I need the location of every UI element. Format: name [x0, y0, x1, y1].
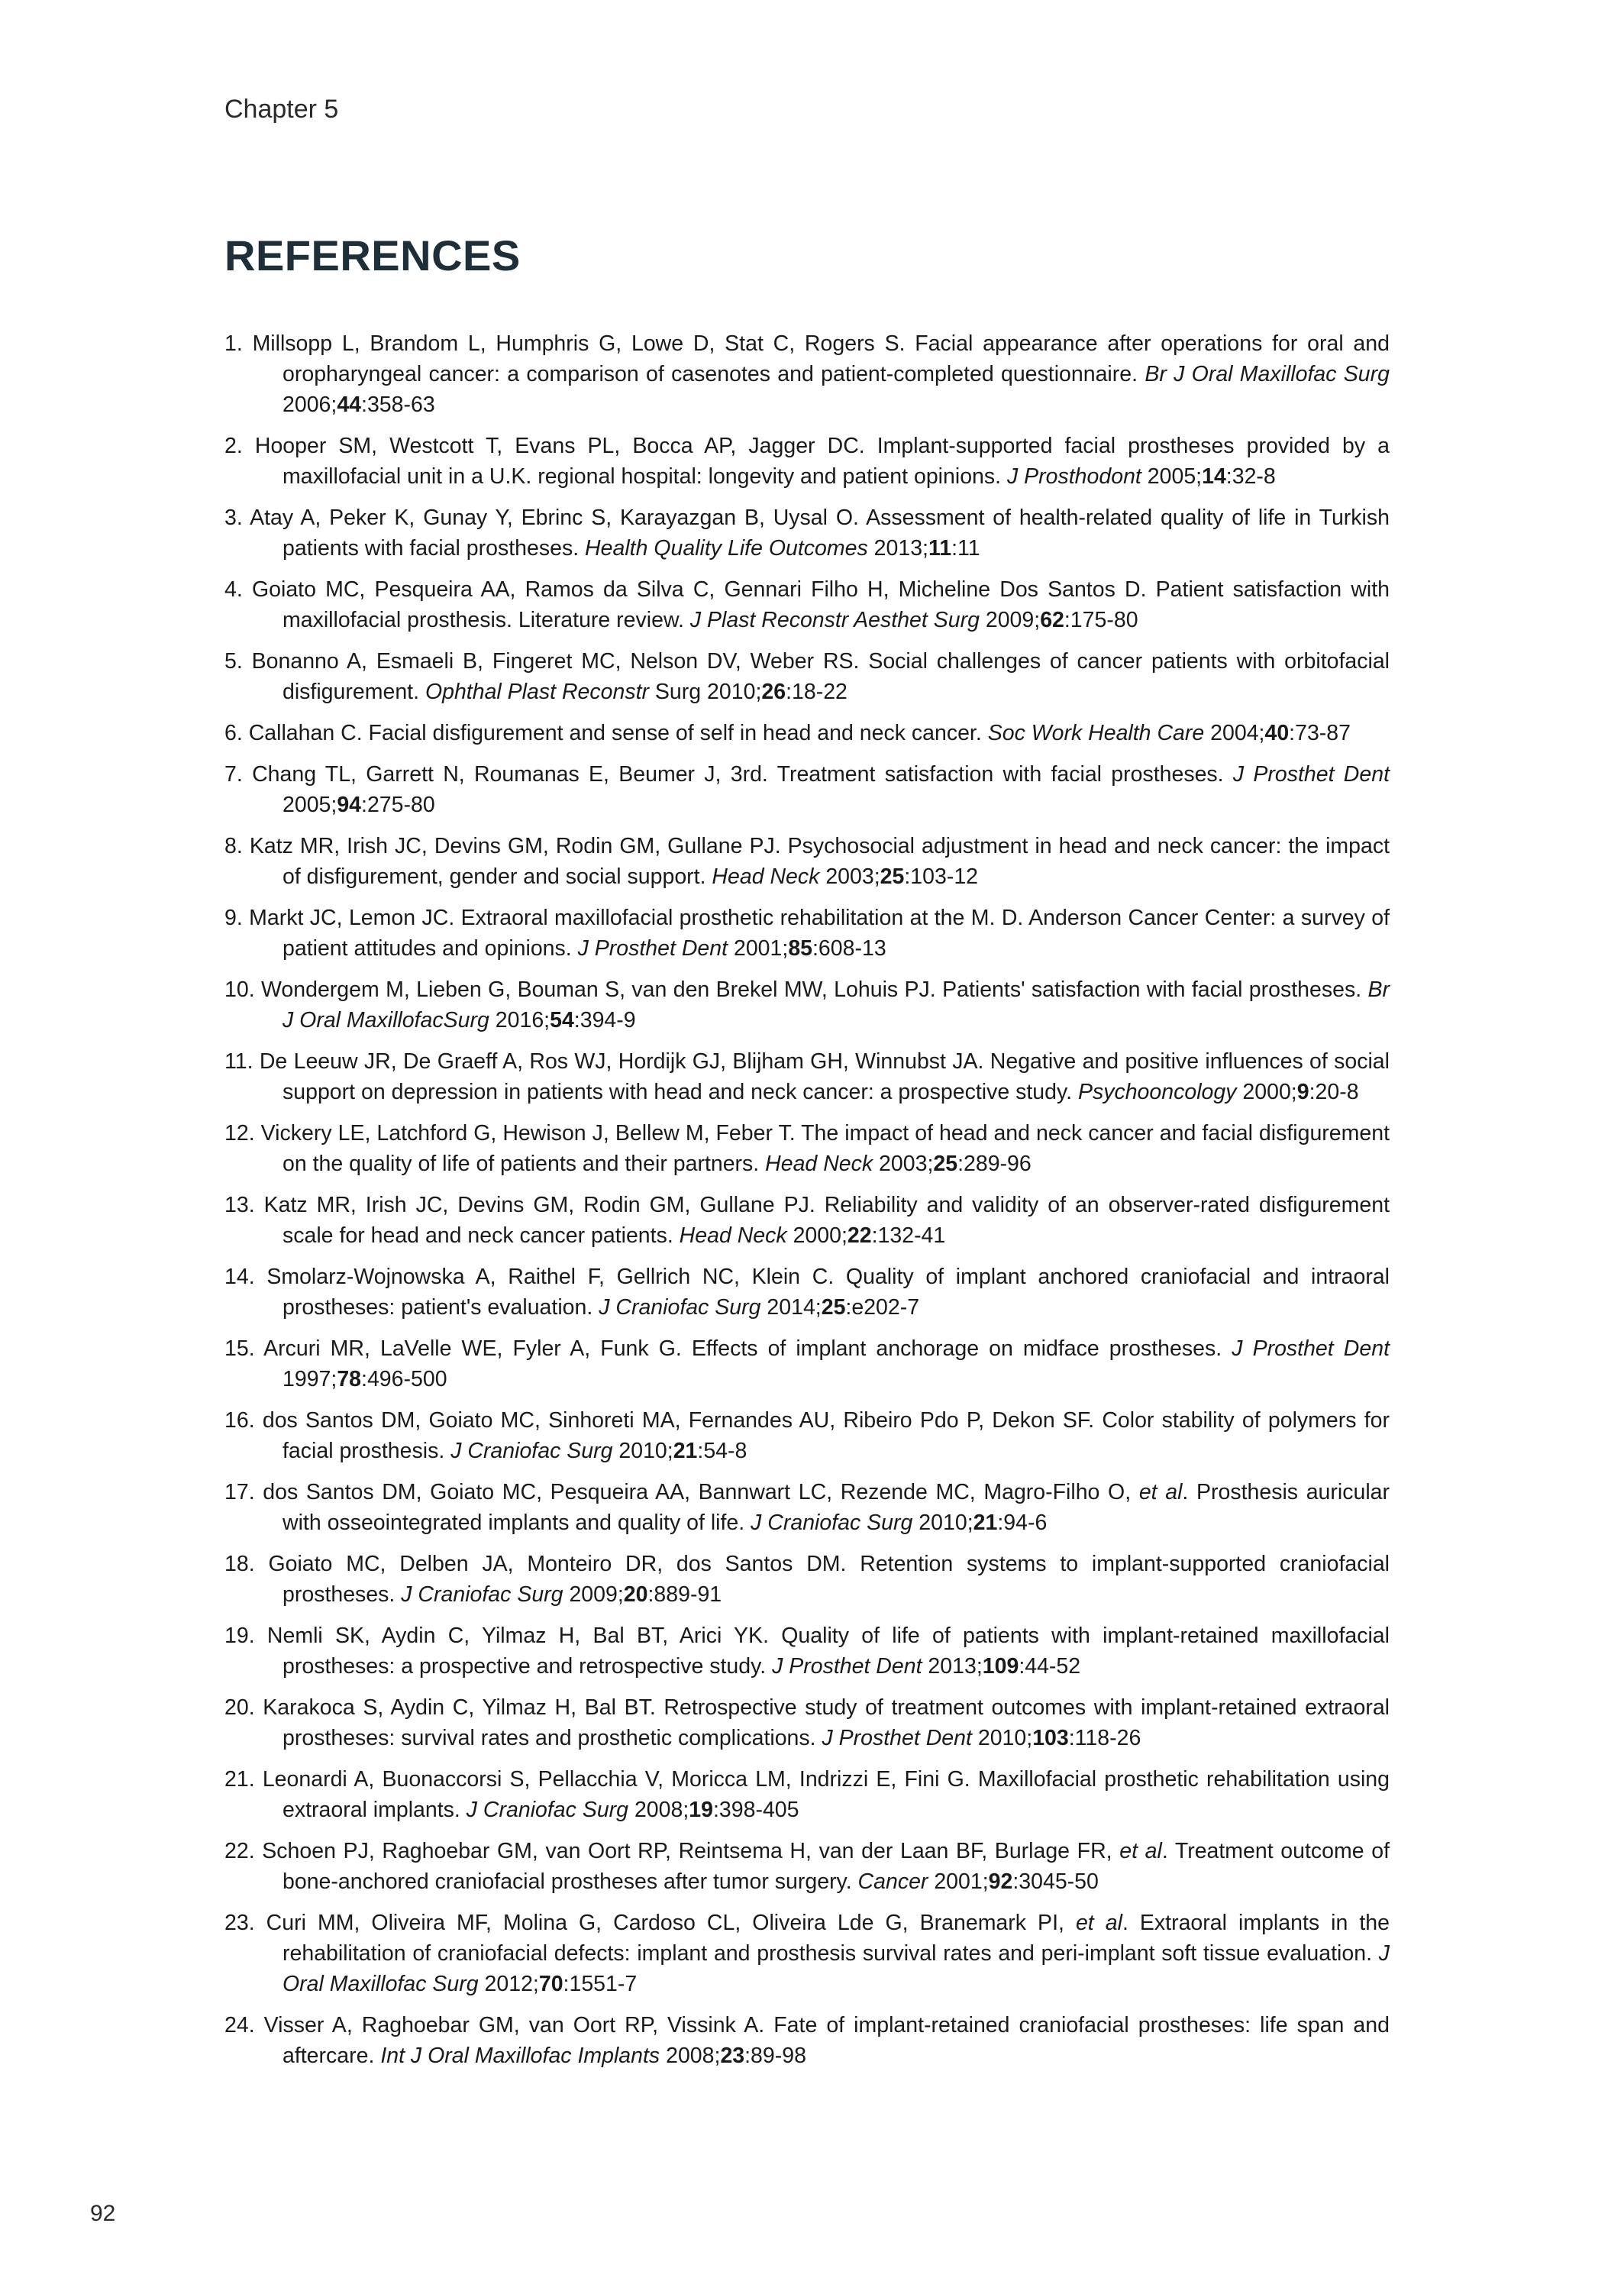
reference-volume: 70: [538, 1972, 563, 1996]
reference-item: [224, 1477, 1390, 1538]
reference-volume: 25: [821, 1295, 846, 1320]
reference-pages: :54-8: [697, 1439, 747, 1463]
reference-item: [224, 574, 1390, 635]
reference-journal: Head Neck: [765, 1152, 873, 1176]
reference-authors: Goiato MC, Pesqueira AA, Ramos da Silva C, Gennari Filho H, Micheline Dos Santos D. Patient satisfaction with maxillofacial prosthesis. Literature review.: [251, 577, 1390, 632]
reference-year: 2014;: [767, 1295, 822, 1320]
reference-year: Surg 2010;: [654, 680, 762, 704]
reference-journal: J Prosthet Dent: [1232, 1336, 1390, 1361]
reference-authors: Chang TL, Garrett N, Roumanas E, Beumer J, 3rd. Treatment satisfaction with facial prostheses.: [252, 762, 1224, 787]
reference-pages: :496-500: [361, 1367, 447, 1391]
reference-pages: :1551-7: [563, 1972, 638, 1996]
reference-authors: Vickery LE, Latchford G, Hewison J, Bellew M, Feber T. The impact of head and neck cancer and facial disfigurement on the quality of life of patients and their partners.: [260, 1121, 1390, 1176]
reference-title-tail: . Extraoral implants in the rehabilitation of craniofacial defects: implant and prosthesis survival rates and peri-implant soft tissue evaluation.: [283, 1911, 1390, 1966]
reference-year: 2016;: [495, 1008, 550, 1032]
reference-volume: 11: [928, 536, 952, 561]
reference-number: 3.: [224, 506, 243, 530]
reference-authors: Smolarz-Wojnowska A, Raithel F, Gellrich NC, Klein C. Quality of implant anchored craniofacial and intraoral prostheses: patient's evaluation.: [266, 1265, 1390, 1320]
reference-number: 12.: [224, 1121, 255, 1146]
reference-item: [224, 974, 1390, 1036]
reference-title-tail: . Treatment outcome of bone-anchored craniofacial prostheses after tumor surgery.: [283, 1839, 1390, 1894]
reference-journal: Health Quality Life Outcomes: [585, 536, 868, 561]
reference-authors: Arcuri MR, LaVelle WE, Fyler A, Funk G. Effects of implant anchorage on midface prostheses.: [263, 1336, 1222, 1361]
reference-number: 1.: [224, 331, 243, 356]
reference-item: [224, 1333, 1390, 1394]
reference-year: 2001;: [733, 936, 789, 961]
reference-pages: :358-63: [361, 393, 435, 417]
reference-pages: :132-41: [871, 1223, 946, 1248]
reference-number: 22.: [224, 1839, 255, 1863]
reference-volume: 40: [1264, 721, 1290, 745]
reference-etal: et al: [1075, 1911, 1122, 1935]
reference-pages: :398-405: [712, 1798, 799, 1822]
reference-item: [224, 831, 1390, 892]
reference-item: [224, 1764, 1390, 1825]
section-title: REFERENCES: [224, 231, 521, 280]
reference-journal: J Prosthet Dent: [1232, 762, 1390, 787]
reference-authors: Katz MR, Irish JC, Devins GM, Rodin GM, Gullane PJ. Reliability and validity of an observer-rated disfigurement scale for head and neck cancer patients.: [263, 1193, 1390, 1248]
reference-pages: :275-80: [361, 793, 435, 817]
reference-etal: et al: [1119, 1839, 1162, 1863]
reference-number: 17.: [224, 1480, 255, 1504]
reference-journal: Br J Oral Maxillofac Surg: [1145, 362, 1390, 386]
reference-number: 24.: [224, 2013, 255, 2037]
reference-pages: :20-8: [1309, 1080, 1359, 1104]
reference-pages: :608-13: [812, 936, 886, 961]
reference-volume: 14: [1202, 464, 1226, 489]
reference-volume: 78: [337, 1367, 362, 1391]
reference-authors: Visser A, Raghoebar GM, van Oort RP, Vissink A. Fate of implant-retained craniofacial prostheses: life span and aftercare.: [263, 2013, 1390, 2068]
reference-volume: 22: [847, 1223, 872, 1248]
reference-year: 2010;: [618, 1439, 673, 1463]
reference-journal: Psychooncology: [1077, 1080, 1237, 1104]
reference-authors: Wondergem M, Lieben G, Bouman S, van den Brekel MW, Lohuis PJ. Patients' satisfaction with facial prostheses.: [261, 977, 1362, 1002]
reference-journal: J Oral Maxillofac Surg: [283, 1941, 1390, 1996]
running-header: Chapter 5: [224, 95, 339, 124]
reference-volume: 20: [623, 1582, 648, 1607]
reference-item: [224, 646, 1390, 707]
reference-authors: De Leeuw JR, De Graeff A, Ros WJ, Hordijk GJ, Blijham GH, Winnubst JA. Negative and positive influences of social support on depression in patients with head and neck cancer: a prospective study.: [259, 1049, 1390, 1104]
reference-volume: 92: [988, 1869, 1013, 1894]
reference-pages: :289-96: [957, 1152, 1032, 1176]
reference-authors: dos Santos DM, Goiato MC, Pesqueira AA, Bannwart LC, Rezende MC, Magro-Filho O,: [263, 1480, 1132, 1504]
reference-pages: :e202-7: [845, 1295, 920, 1320]
reference-number: 8.: [224, 834, 243, 858]
reference-volume: 26: [761, 680, 786, 704]
reference-authors: Karakoca S, Aydin C, Yilmaz H, Bal BT. Retrospective study of treatment outcomes with implant-retained extraoral prostheses: survival rates and prosthetic complications.: [263, 1695, 1390, 1750]
reference-item: [224, 1190, 1390, 1251]
reference-journal: J Craniofac Surg: [450, 1439, 613, 1463]
reference-volume: 25: [933, 1152, 958, 1176]
reference-number: 4.: [224, 577, 243, 602]
reference-authors: Hooper SM, Westcott T, Evans PL, Bocca AP, Jagger DC. Implant-supported facial prostheses provided by a maxillofacial unit in a U.K. regional hospital: longevity and patient opinions.: [254, 434, 1390, 489]
reference-number: 21.: [224, 1767, 255, 1792]
reference-number: 5.: [224, 649, 243, 674]
reference-year: 2008;: [634, 1798, 689, 1822]
reference-item: [224, 328, 1390, 420]
reference-number: 13.: [224, 1193, 255, 1217]
reference-volume: 25: [880, 864, 905, 889]
reference-number: 23.: [224, 1911, 255, 1935]
reference-authors: Atay A, Peker K, Gunay Y, Ebrinc S, Karayazgan B, Uysal O. Assessment of health-related quality of life in Turkish patients with facial prostheses.: [250, 506, 1390, 561]
reference-item: [224, 1405, 1390, 1466]
reference-year: 2000;: [793, 1223, 848, 1248]
page-number: 92: [90, 2201, 116, 2226]
reference-number: 15.: [224, 1336, 255, 1361]
reference-item: [224, 1046, 1390, 1107]
reference-item: [224, 2010, 1390, 2071]
reference-year: 2010;: [919, 1511, 973, 1535]
reference-volume: 19: [689, 1798, 713, 1822]
reference-authors: Markt JC, Lemon JC. Extraoral maxillofacial prosthetic rehabilitation at the M. D. Anderson Cancer Center: a survey of patient attitudes and opinions.: [249, 906, 1390, 961]
reference-pages: :11: [951, 536, 980, 561]
reference-authors: Callahan C. Facial disfigurement and sense of self in head and neck cancer.: [248, 721, 982, 745]
reference-volume: 62: [1040, 608, 1064, 632]
reference-journal: J Prosthet Dent: [577, 936, 728, 961]
reference-authors: Nemli SK, Aydin C, Yilmaz H, Bal BT, Arici YK. Quality of life of patients with implant-retained maxillofacial prostheses: a prospective and retrospective study.: [266, 1624, 1390, 1679]
reference-number: 11.: [224, 1049, 253, 1074]
reference-journal: J Prosthet Dent: [822, 1726, 972, 1750]
reference-volume: 94: [337, 793, 362, 817]
reference-pages: :18-22: [786, 680, 848, 704]
reference-year: 2008;: [666, 2044, 721, 2068]
reference-pages: :94-6: [997, 1511, 1048, 1535]
reference-journal: Int J Oral Maxillofac Implants: [380, 2044, 660, 2068]
reference-journal: Br J Oral MaxillofacSurg: [283, 977, 1390, 1032]
reference-item: [224, 1262, 1390, 1323]
reference-number: 20.: [224, 1695, 255, 1720]
reference-item: [224, 1908, 1390, 1999]
reference-item: [224, 502, 1390, 564]
reference-volume: 21: [973, 1511, 998, 1535]
reference-journal: Head Neck: [679, 1223, 787, 1248]
reference-year: 2001;: [934, 1869, 989, 1894]
reference-journal: J Craniofac Surg: [401, 1582, 563, 1607]
reference-authors: Millsopp L, Brandom L, Humphris G, Lowe D, Stat C, Rogers S. Facial appearance after operations for oral and oropharyngeal cancer: a comparison of casenotes and patient-completed questionnaire.: [252, 331, 1390, 386]
reference-number: 14.: [224, 1265, 255, 1289]
reference-journal: J Prosthodont: [1006, 464, 1141, 489]
reference-year: 2005;: [283, 793, 337, 817]
reference-item: [224, 1118, 1390, 1179]
reference-journal: Ophthal Plast Reconstr: [425, 680, 649, 704]
reference-authors: Leonardi A, Buonaccorsi S, Pellacchia V, Moricca LM, Indrizzi E, Fini G. Maxillofacial prosthetic rehabilitation using extraoral implants.: [262, 1767, 1390, 1822]
reference-volume: 109: [982, 1654, 1019, 1679]
reference-year: 2009;: [985, 608, 1041, 632]
reference-etal: et al: [1138, 1480, 1183, 1504]
reference-journal: J Prosthet Dent: [772, 1654, 922, 1679]
reference-item: [224, 431, 1390, 492]
reference-number: 19.: [224, 1624, 255, 1648]
reference-pages: :3045-50: [1012, 1869, 1099, 1894]
reference-list: [224, 328, 1390, 2082]
reference-year: 2005;: [1147, 464, 1203, 489]
reference-pages: :73-87: [1289, 721, 1351, 745]
reference-year: 2009;: [569, 1582, 624, 1607]
reference-year: 2004;: [1210, 721, 1265, 745]
reference-authors: Goiato MC, Delben JA, Monteiro DR, dos Santos DM. Retention systems to implant-supported craniofacial prostheses.: [268, 1552, 1390, 1607]
reference-volume: 85: [788, 936, 813, 961]
reference-year: 2003;: [825, 864, 880, 889]
reference-year: 1997;: [283, 1367, 337, 1391]
reference-pages: :394-9: [573, 1008, 636, 1032]
reference-authors: dos Santos DM, Goiato MC, Sinhoreti MA, Fernandes AU, Ribeiro Pdo P, Dekon SF. Color stability of polymers for facial prosthesis.: [262, 1408, 1390, 1463]
reference-item: [224, 1621, 1390, 1682]
reference-authors: Bonanno A, Esmaeli B, Fingeret MC, Nelson DV, Weber RS. Social challenges of cancer patients with orbitofacial disfigurement.: [251, 649, 1390, 704]
reference-title-tail: . Prosthesis auricular with osseointegrated implants and quality of life.: [283, 1480, 1390, 1535]
reference-year: 2013;: [873, 536, 928, 561]
reference-year: 2012;: [484, 1972, 539, 1996]
reference-number: 18.: [224, 1552, 255, 1576]
reference-year: 2000;: [1242, 1080, 1297, 1104]
reference-volume: 21: [673, 1439, 698, 1463]
reference-number: 9.: [224, 906, 243, 930]
reference-item: [224, 1836, 1390, 1897]
reference-item: [224, 1692, 1390, 1753]
reference-number: 2.: [224, 434, 243, 458]
reference-number: 10.: [224, 977, 255, 1002]
reference-pages: :103-12: [904, 864, 979, 889]
reference-item: [224, 1549, 1390, 1610]
reference-pages: :44-52: [1019, 1654, 1081, 1679]
reference-item: [224, 718, 1390, 748]
reference-item: [224, 903, 1390, 964]
reference-authors: Curi MM, Oliveira MF, Molina G, Cardoso CL, Oliveira Lde G, Branemark PI,: [266, 1911, 1064, 1935]
reference-item: [224, 759, 1390, 820]
reference-authors: Schoen PJ, Raghoebar GM, van Oort RP, Reintsema H, van der Laan BF, Burlage FR,: [262, 1839, 1112, 1863]
reference-number: 7.: [224, 762, 243, 787]
reference-volume: 103: [1032, 1726, 1069, 1750]
reference-volume: 9: [1296, 1080, 1309, 1104]
reference-journal: J Craniofac Surg: [466, 1798, 629, 1822]
reference-journal: J Craniofac Surg: [751, 1511, 913, 1535]
reference-year: 2013;: [928, 1654, 983, 1679]
reference-number: 6.: [224, 721, 243, 745]
reference-pages: :89-98: [744, 2044, 806, 2068]
reference-number: 16.: [224, 1408, 255, 1433]
reference-volume: 54: [550, 1008, 574, 1032]
reference-pages: :32-8: [1225, 464, 1276, 489]
reference-journal: J Plast Reconstr Aesthet Surg: [689, 608, 980, 632]
reference-journal: Head Neck: [712, 864, 820, 889]
reference-year: 2006;: [283, 393, 337, 417]
reference-pages: :889-91: [647, 1582, 722, 1607]
reference-year: 2010;: [977, 1726, 1033, 1750]
reference-journal: Soc Work Health Care: [987, 721, 1205, 745]
reference-volume: 23: [720, 2044, 745, 2068]
reference-authors: Katz MR, Irish JC, Devins GM, Rodin GM, Gullane PJ. Psychosocial adjustment in head and neck cancer: the impact of disfigurement, gender and social support.: [249, 834, 1390, 889]
reference-journal: Cancer: [857, 1869, 928, 1894]
reference-journal: J Craniofac Surg: [599, 1295, 761, 1320]
reference-volume: 44: [337, 393, 362, 417]
reference-pages: :118-26: [1068, 1726, 1141, 1750]
reference-year: 2003;: [879, 1152, 934, 1176]
reference-pages: :175-80: [1064, 608, 1138, 632]
